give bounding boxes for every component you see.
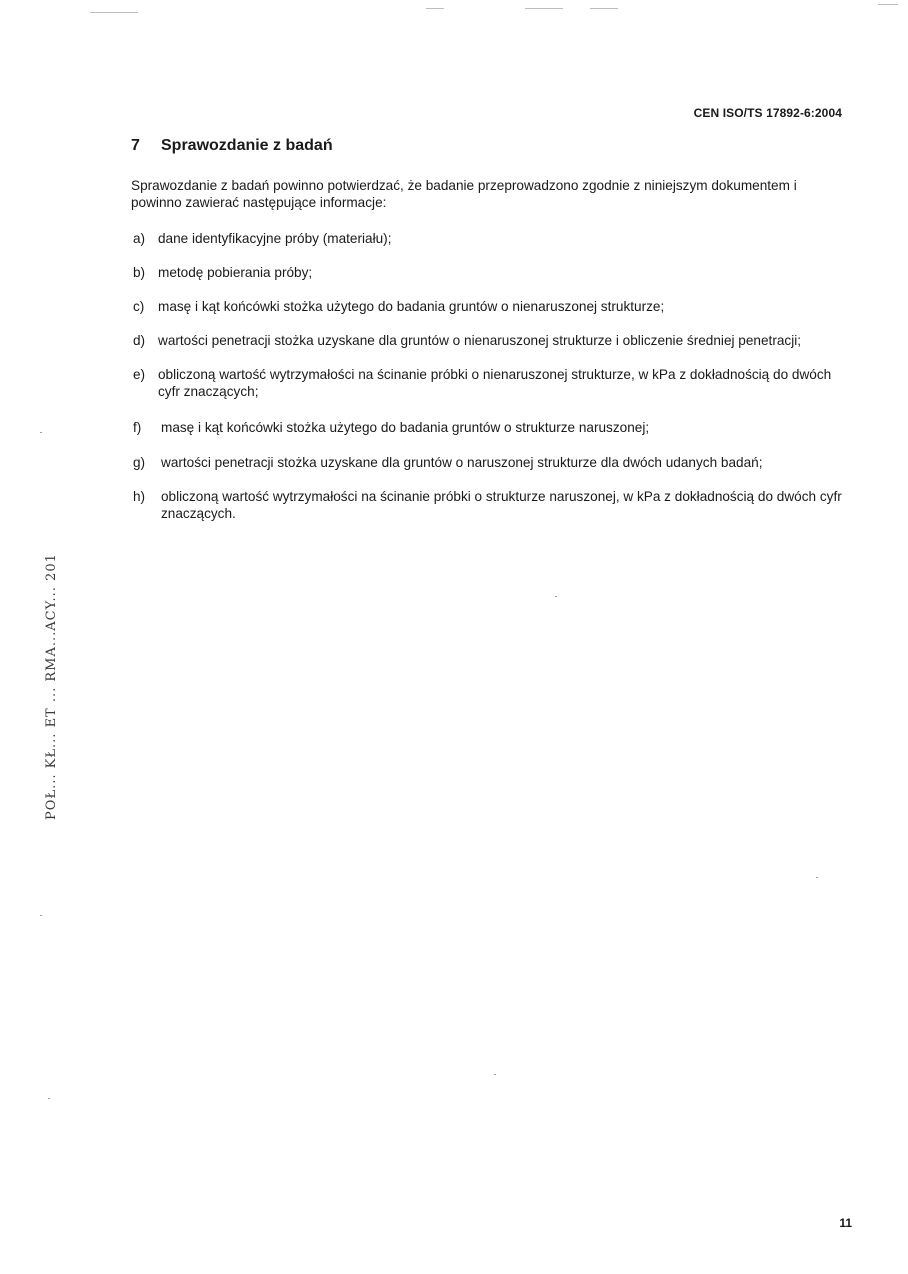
- scan-artifact: [555, 596, 557, 597]
- list-item: [131, 230, 853, 247]
- list-marker: e): [133, 367, 146, 382]
- list-marker: g): [133, 455, 146, 470]
- scan-artifact: [494, 1074, 496, 1075]
- scan-artifact: [426, 8, 444, 9]
- intro-paragraph: Sprawozdanie z badań powinno potwierdzać, że badanie przeprowadzono zgodnie z niniejszym dokumentem i powinno zawierać następujące informacje:: [131, 178, 797, 210]
- scan-artifact: [48, 1098, 50, 1099]
- list-marker: c): [133, 299, 145, 314]
- scan-artifact: [40, 915, 42, 916]
- list-item: [131, 332, 853, 349]
- section-number: 7: [131, 137, 140, 154]
- list-text: masę i kąt końcówki stożka użytego do badania gruntów o nienaruszonej strukturze;: [158, 299, 665, 314]
- list-item: [131, 298, 853, 315]
- list-marker: f): [133, 420, 142, 435]
- scan-artifact: [525, 8, 563, 9]
- list-marker: b): [133, 265, 146, 280]
- list-item: [131, 264, 853, 281]
- list-text: wartości penetracji stożka uzyskane dla gruntów o naruszonej strukturze dla dwóch udanych badań;: [161, 455, 763, 470]
- list-item: [131, 488, 853, 522]
- scan-artifact: [90, 12, 138, 13]
- list-text: obliczoną wartość wytrzymałości na ścinanie próbki o strukturze naruszonej, w kPa z dokładnością do dwóch cyfr znaczących.: [161, 489, 842, 521]
- list-item: [131, 366, 853, 400]
- page-number: 11: [839, 1216, 852, 1230]
- list-item: [131, 454, 853, 471]
- scan-artifact: [878, 4, 898, 5]
- list-text: masę i kąt końcówki stożka użytego do badania gruntów o strukturze naruszonej;: [161, 420, 650, 435]
- list-text: obliczoną wartość wytrzymałości na ścinanie próbki o nienaruszonej strukturze, w kPa z dokładnością do dwóch cyfr znaczących;: [158, 367, 832, 399]
- list-text: wartości penetracji stożka uzyskane dla gruntów o nienaruszonej strukturze i obliczenie średniej penetracji;: [158, 333, 802, 348]
- document-id: CEN ISO/TS 17892-6:2004: [693, 106, 842, 120]
- list-item: [131, 419, 853, 436]
- side-stamp: POŁ... KŁ... ET ... RMA...ACY... 201: [44, 553, 59, 820]
- scan-artifact: [590, 8, 618, 9]
- list-text: metodę pobierania próby;: [158, 265, 313, 280]
- list-marker: h): [133, 489, 146, 504]
- scan-artifact: [816, 877, 818, 878]
- scan-artifact: [40, 432, 42, 433]
- list-marker: a): [133, 231, 146, 246]
- list-marker: d): [133, 333, 146, 348]
- list-text: dane identyfikacyjne próby (materiału);: [158, 231, 392, 246]
- section-title: Sprawozdanie z badań: [161, 137, 333, 154]
- section-heading: [131, 137, 333, 155]
